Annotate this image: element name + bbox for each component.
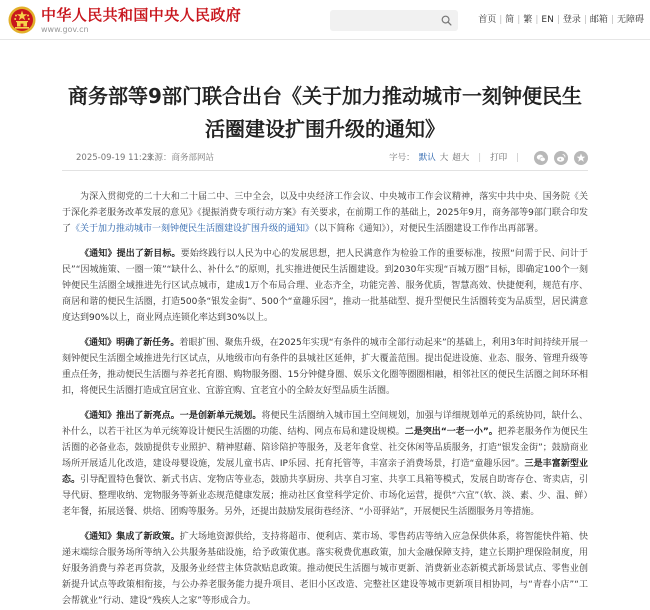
paragraph-lead: 《通知》推出了新亮点。一是创新单元规划。 <box>80 411 262 421</box>
nav-accessibility[interactable]: 无障碍 <box>616 15 644 25</box>
nav-separator: | <box>556 15 560 25</box>
nav-separator: | <box>517 15 521 25</box>
nav-separator: | <box>499 15 503 25</box>
paragraph-intro <box>62 189 588 237</box>
font-size-default[interactable]: 默认 <box>418 153 436 163</box>
article-meta <box>62 151 588 165</box>
publish-date: 2025-09-19 11:23 <box>76 153 153 163</box>
search-icon[interactable] <box>441 15 452 26</box>
nav-simplified-chinese[interactable]: 简 <box>505 15 515 25</box>
paragraph-text: 扩大场地资源供给，支持将超市、便利店、菜市场、零售药店等纳入应急保供体系，将智能快件箱、快递末端综合服务场所等纳入公共服务基础设施，给予政策优惠。落实税费优惠政策，加大金融保障支持，建立长期护理保险制度，用好服务消费与养老再贷款，及服务业经营主体贷款贴息政策。推动便民生活圈与城市更新、消费新业态新模式新场景试点、零售业创新提升试点等政策相衔接，与公办养老服务能力提升项目、老旧小区改造、完整社区建设等城市更新项目相协同，与“青春小店”“工会帮就业”行动、建设“残疾人之家”等形成合力。 <box>62 532 588 606</box>
paragraph-new-policies <box>62 529 588 609</box>
paragraph-text: 为深入贯彻党的二十大和二十届二中、三中全会，以及中央经济工作会议、中央城市工作会议精神，落实中共中央、国务院《关于深化养老服务改革发展的意见》《提振消费专项行动方案》有关要求，在前期工作的基础上，2025年9月，商务部等9部门联合印发了 <box>62 192 588 234</box>
nav-english[interactable]: EN <box>541 15 554 25</box>
article-body <box>62 189 588 610</box>
search-input[interactable] <box>330 13 434 34</box>
paragraph-text: 着眼扩围、聚焦升级，在2025年实现“有条件的城市全部行动起来”的基础上，利用3年时间持续开展一刻钟便民生活圈全域推进先行区试点，从地级市向有条件的县城社区延伸，扩大覆盖范围。提出促进设施、业态、服务、管理升级等重点任务，推动便民生活圈与养老托育圈、购物服务圈、15分钟健身圈、娱乐文化圈等圈圈相融，相邻社区的便民生活圈之间环环相扣，将便民生活圈打造成宜居宜业、宜游宜购、宜老宜小的全龄友好型品质生活圈。 <box>62 338 588 396</box>
nav-separator: | <box>535 15 539 25</box>
paragraph-new-goals <box>62 246 588 326</box>
nav-separator: | <box>610 15 614 25</box>
font-size-extra-large[interactable]: 超大 <box>452 153 470 163</box>
paragraph-lead: 《通知》明确了新任务。 <box>80 338 180 348</box>
wechat-icon[interactable] <box>534 151 548 165</box>
article-source <box>146 151 214 165</box>
paragraph-text: 要始终践行以人民为中心的发展思想，把人民满意作为检验工作的重要标准，按照“问需于民、问计于民”“因城施策、一圈一策”“缺什么、补什么”的原则，扎实推进便民生活圈建设。到2030年实现“百城万圈”目标，即确定100个一刻钟便民生活圈全域推进先行区试点城市，建成1万个布局合理、业态齐全，功能完善、服务优质，智慧高效、快捷便利，规范有序、商居和谐的便民生活圈，打造500条“银发金街”、500个“童趣乐园”，推动一批基础型、提升型便民生活圈转变为品质型，居民满意度达到90%以上，商业网点连锁化率达到30%以上。 <box>62 249 588 323</box>
weibo-icon[interactable] <box>554 151 568 165</box>
national-emblem-icon[interactable] <box>8 6 36 34</box>
qzone-icon[interactable] <box>574 151 588 165</box>
site-domain: www.gov.cn <box>41 25 89 34</box>
paragraph-lead: 《通知》集成了新政策。 <box>80 532 180 542</box>
search-box <box>330 10 458 31</box>
site-title[interactable]: 中华人民共和国中央人民政府 <box>41 6 242 24</box>
font-size-large[interactable]: 大 <box>439 153 449 163</box>
notice-link[interactable]: 《关于加力推动城市一刻钟便民生活圈建设扩围升级的通知》 <box>71 224 315 234</box>
paragraph-text: 把养老服务作为便民生活圈的必备业态，鼓励提供专业照护、精神慰藉、陪诊陪护等服务，及老年食堂、社交休闲等品质服务，打造“银发金街”；鼓励商业场所开展适儿化改造，建设母婴设施，发展儿童书店、IP乐园、托育托管等，丰富亲子消费场景，打造“童趣乐园”。 <box>62 427 588 469</box>
paragraph-text: 将便民生活圈纳入城市国土空间规划，加强与详细规划单元的系统协同，缺什么、补什么，以若干社区为单元统筹设计便民生活圈的功能、结构、网点布局和建设规模。 <box>62 411 588 437</box>
nav-traditional-chinese[interactable]: 繁 <box>523 15 533 25</box>
paragraph-text: 引导配置特色餐饮、新式书店、宠物店等业态，鼓励共享厨房、共享自习室、共享工具箱等模式，发展自助寄存仓、寄卖店，引导代厨、整理收纳、宠物服务等新业态规范健康发展；推动社区食堂科学定价、市场化运营，提供“六宜”（软、淡、素、少、温、鲜）老年餐，拓展送餐、烘焙、团购等服务。另外，还提出鼓励发展街巷经济、“小哥驿站”，开展便民生活圈服务月等措施。 <box>62 475 588 517</box>
top-nav <box>478 14 644 26</box>
meta-separator: | <box>516 153 519 163</box>
meta-separator: | <box>478 153 482 163</box>
site-header <box>0 0 650 40</box>
paragraph-subhead: 二是突出“一老一小”。 <box>404 427 498 437</box>
article-tools <box>389 151 588 165</box>
source-label: 来源： <box>146 153 172 163</box>
nav-home[interactable]: 首页 <box>478 15 497 25</box>
paragraph-subhead: 三是丰富新型业态。 <box>62 459 588 485</box>
nav-mail[interactable]: 邮箱 <box>589 15 608 25</box>
article-title: 商务部等9部门联合出台《关于加力推动城市一刻钟便民生活圈建设扩围升级的通知》 <box>68 84 582 141</box>
nav-login[interactable]: 登录 <box>562 15 581 25</box>
font-size-label: 字号： <box>389 153 415 163</box>
print-button[interactable]: 打印 <box>490 153 508 163</box>
meta-divider <box>62 170 588 171</box>
paragraph-new-tasks <box>62 335 588 399</box>
paragraph-text: （以下简称《通知》），对便民生活圈建设工作作出再部署。 <box>314 224 544 234</box>
paragraph-new-highlights <box>62 408 588 520</box>
nav-separator: | <box>583 15 587 25</box>
source-name: 商务部网站 <box>171 153 215 163</box>
paragraph-lead: 《通知》提出了新目标。 <box>80 249 181 259</box>
